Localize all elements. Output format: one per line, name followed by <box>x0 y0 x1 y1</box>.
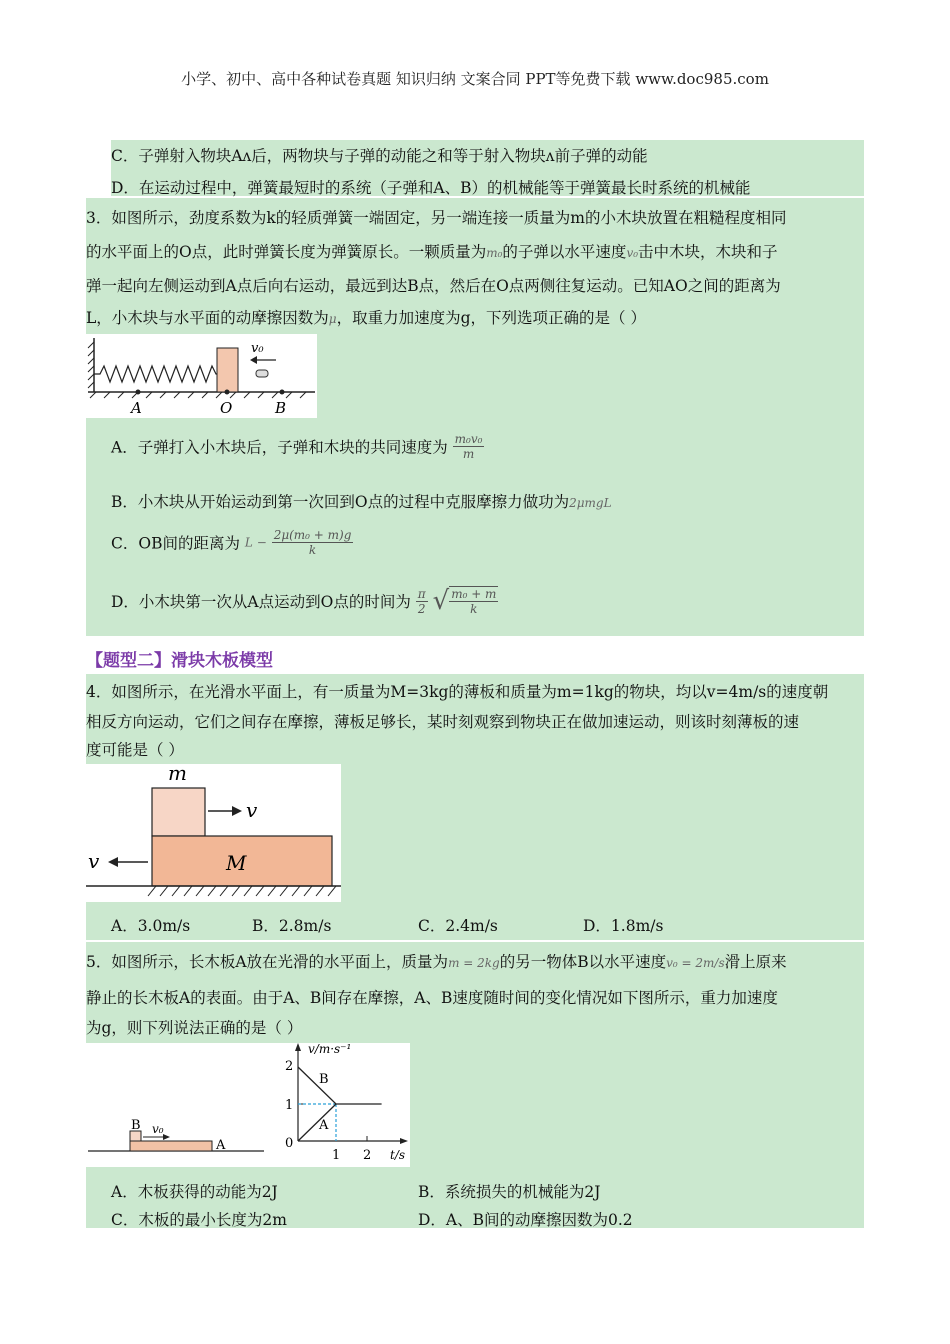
q3-option-a: A．子弹打入小木块后，子弹和木块的共同速度为 $\frac{\text{m₀v₀}}{m}$ <box>111 432 483 461</box>
q5-figure <box>86 1043 410 1167</box>
y-tick-label-1: 1 <box>285 1098 294 1113</box>
q4-stem-line2: 相反方向运动，它们之间存在摩擦，薄板足够长，某时刻观察到物块正在做加速运动，则该时刻薄板的速 <box>86 713 800 731</box>
q4-fig-m: m <box>168 764 187 785</box>
plank-A <box>130 1141 212 1151</box>
q5-option-a: A．木板获得的动能为2J <box>111 1183 278 1201</box>
q5-v0: v₀ = 2m/s <box>666 956 725 970</box>
page-header: 小学、初中、高中各种试卷真题 知识归纳 文案合同 PPT等免费下载 www.doc985.com <box>181 70 769 88</box>
q3-option-b: B．小木块从开始运动到第一次回到O点的过程中克服摩擦力做功为2μmgL <box>111 493 612 511</box>
q5-stem-line1: 5．如图所示，长木板A放在光滑的水平面上，质量为m = 2kg的另一物体B以水平速度v₀ = 2m/s滑上原来 <box>86 953 787 971</box>
sqrt-icon: √ <box>432 586 450 616</box>
q3-stem-line2-c: 击中木块，木块和子 <box>638 243 778 261</box>
q4-option-c: C．2.4m/s <box>418 917 498 935</box>
q5-option-b: B．系统损失的机械能为2J <box>418 1183 601 1201</box>
q3-stem-line4-a: L，小木块与水平面的动摩擦因数为 <box>86 309 329 327</box>
q3-stem-line1: 3．如图所示，劲度系数为k的轻质弹簧一端固定，另一端连接一质量为m的小木块放置在粗糙程度相同 <box>86 209 787 227</box>
q5-fig-A: A <box>216 1138 226 1153</box>
spring <box>94 366 218 382</box>
q4-stem-line1: 4．如图所示，在光滑水平面上，有一质量为M=3kg的薄板和质量为m=1kg的物块，均以v=4m/s的速度朝 <box>86 683 829 701</box>
q3-option-c-fraction: $\frac{\text{2μ(m₀ + m)g}}{k}$ <box>273 528 352 557</box>
q4-fig-v-top: v <box>246 798 258 822</box>
x-tick-label-2: 2 <box>363 1148 372 1163</box>
q3-option-d: D．小木块第一次从A点运动到O点的时间为 $\frac{\pi}{2}$ √ $\frac{\text{m₀ + m}}{k}$ <box>111 586 497 616</box>
q3-figure <box>86 334 317 418</box>
q4-option-d: D．1.8m/s <box>583 917 664 935</box>
series-B-line <box>298 1067 382 1104</box>
q3-mu: μ <box>328 312 337 326</box>
y-tick-label-2: 2 <box>285 1059 294 1074</box>
y-tick-label-0: 0 <box>285 1136 294 1151</box>
small-block-m <box>152 788 205 836</box>
y-axis-label: v/m·s⁻¹ <box>308 1043 352 1056</box>
bullet <box>256 370 268 377</box>
q3-fig-v0: v₀ <box>251 341 264 356</box>
q3-spring-diagram <box>86 334 317 418</box>
x-axis-label: t/s <box>390 1148 406 1162</box>
q4-option-a: A．3.0m/s <box>111 917 191 935</box>
q5-stem-line3: 为g，则下列说法正确的是（ ） <box>86 1019 303 1037</box>
x-tick-label-1: 1 <box>332 1148 341 1163</box>
q3-stem-line4 <box>86 306 646 328</box>
q5-fig-v0: v₀ <box>152 1122 164 1136</box>
q4-option-b: B．2.8m/s <box>252 917 332 935</box>
q3-stem-line2-b: 的子弹以水平速度 <box>502 243 627 261</box>
q5-diagram <box>86 1043 410 1167</box>
q3-v0: v₀ <box>626 246 639 260</box>
q2-option-c: C．子弹射入物块Aʌ后，两物块与子弹的动能之和等于射入物块ʌ前子弹的动能 <box>111 147 648 165</box>
q2-option-d: D．在运动过程中，弹簧最短时的系统（子弹和A、B）的机械能等于弹簧最长时系统的机械能 <box>111 179 751 197</box>
q3-option-b-value: 2μmgL <box>569 496 612 510</box>
q3-stem-line4-b: ，取重力加速度为g，下列选项正确的是（ ） <box>336 309 646 327</box>
section-title: 【题型二】滑块木板模型 <box>86 651 273 671</box>
q3-stem-line2 <box>86 240 778 262</box>
q3-option-c: C．OB间的距离为 L − $\frac{\text{2μ(m₀ + m)g}}{k}$ <box>111 528 352 557</box>
q4-fig-M: M <box>226 851 247 875</box>
q3-option-d-pi-fraction: $\frac{\pi}{2}$ <box>417 586 426 616</box>
q5-stem-line2: 静止的长木板A的表面。由于A、B间存在摩擦，A、B速度随时间的变化情况如下图所示，重力加速度 <box>86 989 778 1007</box>
series-A-line <box>298 1104 336 1141</box>
q4-stem-line3: 度可能是（ ） <box>86 741 184 759</box>
q5-fig-B: B <box>131 1118 141 1133</box>
wooden-block <box>217 348 238 392</box>
series-A-label: A <box>319 1118 329 1133</box>
q4-plank-diagram <box>86 764 341 902</box>
series-B-label: B <box>319 1072 329 1087</box>
q4-figure <box>86 764 341 902</box>
q3-option-a-fraction: $\frac{\text{m₀v₀}}{m}$ <box>454 432 483 461</box>
q5-mass: m = 2kg <box>448 956 500 970</box>
q3-stem-line2-a: 的水平面上的O点，此时弹簧长度为弹簧原长。一颗质量为 <box>86 243 487 261</box>
q5-option-d: D．A、B间的动摩擦因数为0.2 <box>418 1211 633 1229</box>
q3-fig-o: O <box>220 399 233 417</box>
q3-stem-line3: 弹一起向左侧运动到A点后向右运动，最远到达B点，然后在O点两侧往复运动。已知AO之间的距离为 <box>86 277 781 295</box>
q3-fig-a: A <box>131 399 142 417</box>
q3-m0: m₀ <box>486 246 503 260</box>
vt-chart <box>285 1043 408 1163</box>
q5-option-c: C．木板的最小长度为2m <box>111 1211 287 1229</box>
q4-fig-v-left: v <box>88 849 100 873</box>
q3-fig-b: B <box>275 399 287 417</box>
q3-option-d-fraction: $\frac{\text{m₀ + m}}{k}$ <box>451 587 497 616</box>
